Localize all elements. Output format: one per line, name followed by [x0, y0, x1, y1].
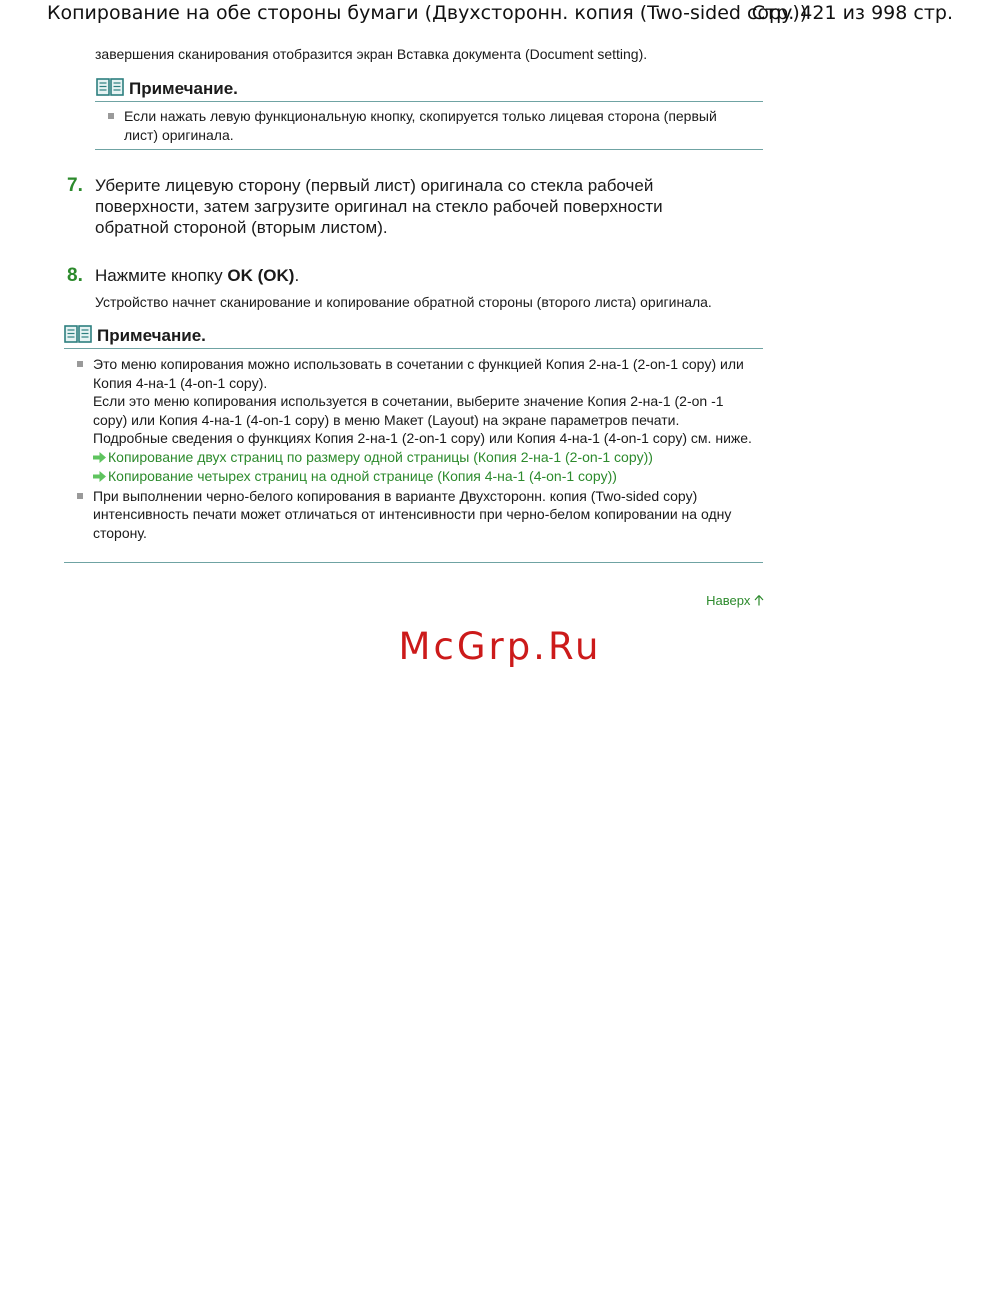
note-heading [64, 324, 206, 348]
note-item-text: Это меню копирования можно использовать в сочетании с функцией Копия 2-на-1 (2-on-1 copy) или Копия 4-на-1 (4-on-1 copy). [93, 356, 744, 391]
link-2-on-1-copy[interactable] [93, 448, 754, 468]
back-to-top-label[interactable]: Наверх [706, 593, 751, 608]
note-heading [96, 77, 238, 101]
step-number: 8. [67, 265, 83, 286]
step-text-prefix: Нажмите кнопку [95, 266, 228, 285]
note-list [95, 107, 725, 144]
bullet-square-icon [77, 361, 83, 367]
green-arrow-icon [93, 449, 106, 468]
page-header [0, 0, 1000, 32]
note-book-icon [64, 324, 92, 349]
page-number: Стр. 421 из 998 стр. [751, 2, 953, 24]
note-bottom-rule [95, 149, 763, 150]
note-top-rule [64, 348, 763, 349]
step-text: Уберите лицевую сторону (первый лист) оригинала со стекла рабочей поверхности, затем загрузите оригинал на стекло рабочей поверхности обратной стороной (вторым листом). [95, 176, 663, 237]
ok-button-label: OK (OK) [227, 266, 295, 285]
note-item-text: При выполнении черно-белого копирования в варианте Двухсторонн. копия (Two-sided copy) интенсивность печати может отличаться от интенсивности при черно-белом копировании на одну сторону. [93, 487, 732, 541]
note-item [64, 487, 754, 543]
link-text[interactable]: Копирование четырех страниц на одной странице (Копия 4-на-1 (4-on-1 copy)) [108, 468, 617, 484]
note-item [64, 355, 754, 487]
step-text-suffix: . [294, 266, 300, 285]
note-item-text: Если нажать левую функциональную кнопку, скопируется только лицевая сторона (первый лист) оригинала. [124, 108, 717, 143]
step-number: 7. [67, 175, 83, 196]
document-title: Копирование на обе стороны бумаги (Двухсторонн. копия (Two-sided copy)) [47, 2, 808, 24]
back-to-top-link[interactable] [706, 593, 764, 608]
note-item [95, 107, 725, 144]
note-heading-label: Примечание. [129, 79, 238, 98]
note-item-text: Подробные сведения о функциях Копия 2-на-1 (2-on-1 copy) или Копия 4-на-1 (4-on-1 copy) см. ниже. [93, 430, 752, 446]
note-list [64, 355, 754, 542]
arrow-up-icon [754, 593, 764, 608]
bullet-square-icon [108, 113, 114, 119]
green-arrow-icon [93, 468, 106, 487]
note-bottom-rule [64, 562, 763, 563]
watermark: McGrp.Ru [398, 625, 602, 668]
note-heading-label: Примечание. [97, 326, 206, 345]
bullet-square-icon [77, 493, 83, 499]
note-item-text: Если это меню копирования используется в сочетании, выберите значение Копия 2-на-1 (2-on -1 copy) или Копия 4-на-1 (4-on-1 copy) в меню Макет (Layout) на экране параметров печати. [93, 393, 724, 428]
continuation-paragraph: завершения сканирования отобразится экран Вставка документа (Document setting). [95, 46, 648, 62]
note-book-icon [96, 77, 124, 102]
note-top-rule [95, 101, 763, 102]
link-text[interactable]: Копирование двух страниц по размеру одной страницы (Копия 2-на-1 (2-on-1 copy)) [108, 448, 653, 465]
step-text [95, 265, 735, 286]
step-description: Устройство начнет сканирование и копирование обратной стороны (второго листа) оригинала. [95, 294, 712, 310]
link-4-on-1-copy[interactable] [93, 467, 754, 487]
